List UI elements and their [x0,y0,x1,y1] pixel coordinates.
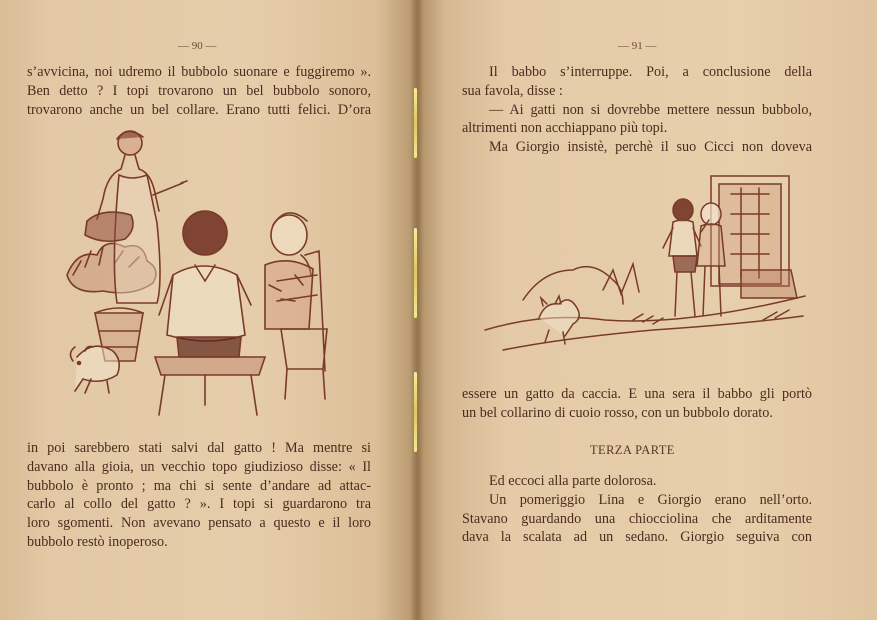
text-line: — Ai gatti non si dovrebbe mettere nessun bubbolo, [489,101,812,118]
right-middle-paragraph [462,385,812,423]
text-line: Ed eccoci alla parte dolorosa. [489,473,657,489]
text-line: altrimenti non acchiappano più topi. [462,120,668,137]
right-top-paragraph [462,63,812,157]
text-line: Il babbo s’interruppe. Poi, a conclusione della [489,64,812,80]
text-line: essere un gatto da caccia. E una sera il babbo gli portò [462,386,812,402]
binding-thread [414,88,417,158]
left-page-number: — 90 — [178,40,217,52]
text-line: trovarono anche un bel collare. Erano tutti felici. D’ora [27,101,371,118]
text-line: un bel collarino di cuoio rosso, con un bubbolo dorato. [462,404,773,421]
text-line: Ben detto ? I topi trovarono un bel bubbolo sonoro, [27,82,371,99]
text-line: carlo al collo del gatto ? ». I topi si guardarono tra [27,496,371,513]
text-line: davano alla gioia, un vecchio topo giudizioso disse: « Il [27,458,371,475]
section-heading: TERZA PARTE [590,443,675,457]
left-top-paragraph [27,63,371,119]
text-line: Un pomeriggio Lina e Giorgio erano nell’orto. [489,491,812,508]
text-line: sua favola, disse : [462,82,563,99]
text-line: dava la scalata ad un sedano. Giorgio seguiva con [462,529,812,546]
text-line: bubbolo è pronto ; ma chi si sente d’andare ad attac- [27,477,371,494]
right-page-number: — 91 — [618,40,657,52]
text-line: loro sgomenti. Non avevano pensato a questo e il loro [27,515,371,532]
left-bottom-paragraph [27,439,371,552]
binding-thread [414,372,417,452]
right-bottom-paragraph [462,472,812,547]
text-line: Ma Giorgio insistè, perchè il suo Cicci non doveva [489,139,812,156]
left-page [0,0,418,620]
text-line: bubbolo restò inoperoso. [27,533,168,550]
illustration-boys-at-door [483,170,813,380]
text-line: s’avvicina, noi udremo il bubbolo suonare e fuggiremo ». [27,64,371,80]
text-line: in poi sarebbero stati salvi dal gatto ! Ma mentre si [27,440,371,456]
right-page [418,0,877,620]
illustration-family-scene [55,125,345,420]
binding-thread [414,228,417,318]
text-line: Stavano guardando una chiocciolina che arditamente [462,510,812,527]
book-gutter [410,0,424,620]
